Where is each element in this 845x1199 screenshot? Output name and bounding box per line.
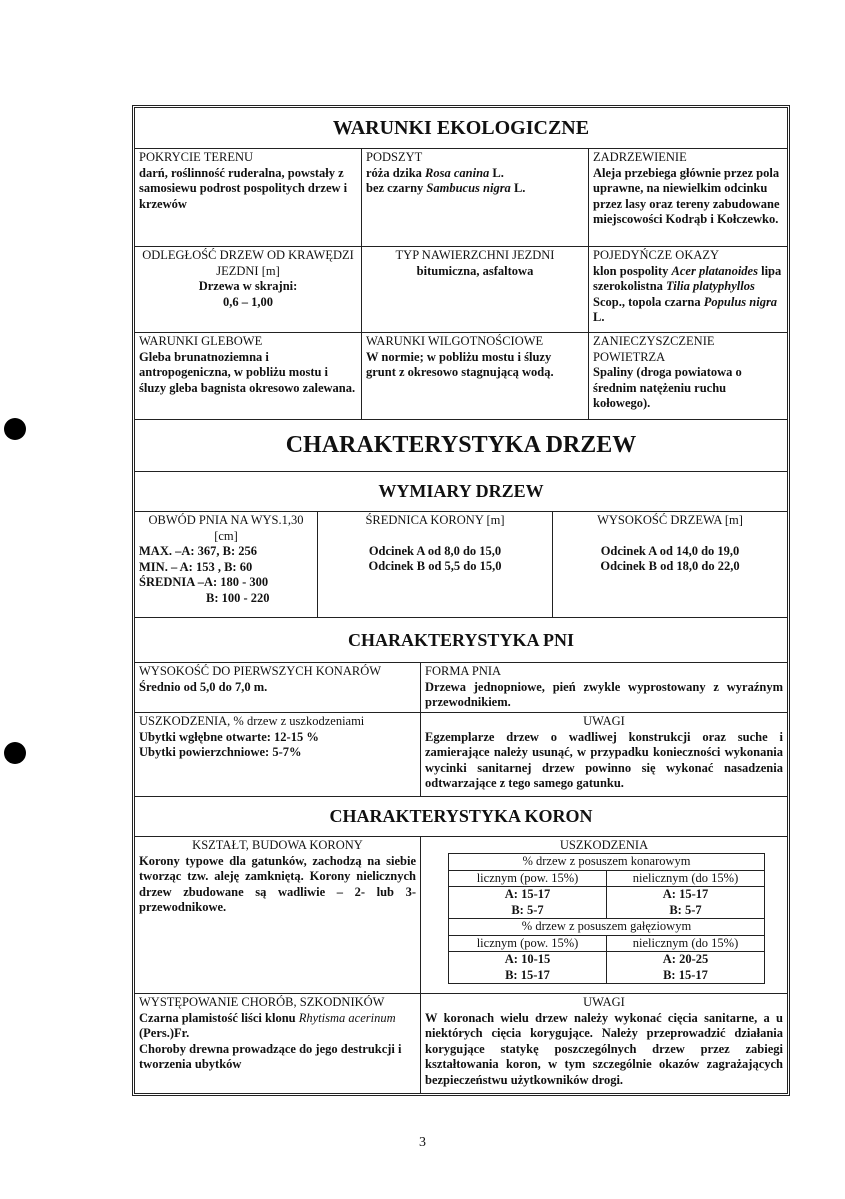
posusz-table xyxy=(448,853,765,984)
pni-uwagi-label: UWAGI xyxy=(583,714,625,728)
koron-uszkodzenia-label: USZKODZENIA xyxy=(559,838,649,852)
konar-licz-b: B: 5-7 xyxy=(511,902,544,917)
nawierzchnia-label: TYP NAWIERZCHNI JEZDNI xyxy=(395,248,555,262)
podszyt-line-2: bez czarny Sambucus nigra L. xyxy=(366,181,526,195)
powietrze-label: ZANIECZYSZCZENIE POWIETRZA xyxy=(593,334,715,364)
pni-uszkodzenia-1: Ubytki wgłębne otwarte: 12-15 % xyxy=(139,729,319,744)
pni-title-text: CHARAKTERYSTYKA PNI xyxy=(348,629,574,650)
page-number: 3 xyxy=(419,1135,426,1150)
konary-label: WYSOKOŚĆ DO PIERWSZYCH KONARÓW xyxy=(139,664,382,678)
wysokosc-b: Odcinek B od 18,0 do 22,0 xyxy=(600,559,740,573)
obwod-max: MAX. –A: 367, B: 256 xyxy=(139,544,258,558)
obwod-label: OBWÓD PNIA NA WYS.1,30 [cm] xyxy=(148,513,304,543)
forma-label: FORMA PNIA xyxy=(425,664,502,678)
wilgotnosc-cell xyxy=(362,333,589,419)
pni-row-1 xyxy=(135,663,787,713)
konarowy-cols xyxy=(449,871,764,888)
pni-uszkodzenia-label: USZKODZENIA, % drzew z uszkodzeniami xyxy=(139,714,365,728)
pni-uwagi-text: Egzemplarze drzew o wadliwej konstrukcji oraz suche i zamierające należy usunąć, w przypadku konieczności wykonania wycinki sanitarnej drzew powinno się wykonać nasadzenia odtwarzające z tego samego gatunku. xyxy=(425,729,783,790)
koron-uwagi-text: W koronach wielu drzew należy wykonać cięcia sanitarne, a u niektórych cięcia korygujące. Należy przeprowadzić działania korygujące statykę poszczególnych drzew przez zabiegi kształtowania koron, w tym szczególnie okazów zagrażających bezpieczeństwu użytkowników drogi. xyxy=(425,1010,783,1087)
ksztalt-label: KSZTAŁT, BUDOWA KORONY xyxy=(192,838,363,852)
pni-uszkodzenia-cell xyxy=(135,713,421,796)
punch-hole-top xyxy=(4,418,26,440)
okazy-cell xyxy=(589,247,787,332)
gal-licz-b: B: 15-17 xyxy=(505,967,550,982)
koron-title-text: CHARAKTERYSTYKA KORON xyxy=(329,806,593,826)
powietrze-text: Spaliny (droga powiatowa o średnim natężeniu ruchu kołowego). xyxy=(593,365,742,410)
obwod-srednia: ŚREDNIA –A: 180 - 300 xyxy=(139,575,269,589)
pokrycie-text: darń, roślinność ruderalna, powstały z samosiewu podrost pospolitych drzew i krzewów xyxy=(139,165,348,211)
section-title-warunki xyxy=(135,108,787,149)
okazy-label: POJEDYŃCZE OKAZY xyxy=(593,248,720,262)
choroby-line-2: Choroby drewna prowadzące do jego destrukcji i tworzenia ubytków xyxy=(139,1041,402,1071)
odleglosc-sub: Drzewa w skrajni: xyxy=(198,279,298,293)
obwod-min: MIN. – A: 153 , B: 60 xyxy=(139,559,253,574)
powietrze-cell xyxy=(589,333,787,419)
wysokosc-label: WYSOKOŚĆ DRZEWA [m] xyxy=(597,513,743,527)
galeziowy-nielicznym: nielicznym (do 15%) xyxy=(632,935,739,950)
section-title-wymiary xyxy=(135,472,787,512)
korona-cell xyxy=(318,512,553,617)
pni-uwagi-cell xyxy=(421,713,787,796)
choroby-label: WYSTĘPOWANIE CHORÓB, SZKODNIKÓW xyxy=(139,995,385,1009)
koron-row-2 xyxy=(135,994,787,1093)
ksztalt-text: Korony typowe dla gatunków, zachodzą na siebie tworząc tzw. aleję zamkniętą. Korony nielicznych drzew zbudowane są wadliwie – 2- lub 3-przewodnikowe. xyxy=(139,853,416,914)
galeziowy-nielicznym-values xyxy=(607,952,764,983)
galeziowy-licznym-values xyxy=(449,952,607,983)
gal-nielicz-b: B: 15-17 xyxy=(663,967,708,982)
koron-uszkodzenia-cell xyxy=(421,837,787,993)
glebowe-cell xyxy=(135,333,362,419)
konar-nielicz-b: B: 5-7 xyxy=(669,902,702,917)
gal-licz-a: A: 10-15 xyxy=(504,952,551,966)
nawierzchnia-cell xyxy=(362,247,589,332)
pokrycie-label: POKRYCIE TERENU xyxy=(139,150,254,164)
wilgotnosc-label: WARUNKI WILGOTNOŚCIOWE xyxy=(366,334,544,348)
konary-cell xyxy=(135,663,421,712)
wysokosc-cell xyxy=(553,512,787,617)
konary-value: Średnio od 5,0 do 7,0 m. xyxy=(139,679,268,694)
koron-row-1 xyxy=(135,837,787,994)
eco-row-2 xyxy=(135,247,787,333)
wilgotnosc-text: W normie; w pobliżu mostu i śluzy grunt z okresowo stagnującą wodą. xyxy=(366,349,554,379)
section-title-charakterystyka-drzew xyxy=(135,420,787,472)
korona-b: Odcinek B od 5,5 do 15,0 xyxy=(368,559,502,573)
punch-hole-bottom xyxy=(4,742,26,764)
wymiary-title-text: WYMIARY DRZEW xyxy=(378,481,544,501)
glebowe-text: Gleba brunatnoziemna i antropogeniczna, w pobliżu mostu i śluzy gleba bagnista okresowo zalewana. xyxy=(139,349,356,395)
glebowe-label: WARUNKI GLEBOWE xyxy=(139,334,263,348)
galeziowy-licznym: licznym (pow. 15%) xyxy=(449,936,607,952)
form-table xyxy=(135,108,787,1093)
koron-uwagi-cell xyxy=(421,994,787,1093)
odleglosc-value: 0,6 – 1,00 xyxy=(223,294,273,309)
choroby-line-1: Czarna plamistość liści klonu Rhytisma acerinum (Pers.)Fr. xyxy=(139,1010,396,1040)
warunki-title-text: WARUNKI EKOLOGICZNE xyxy=(332,116,590,139)
obwod-srednia-b: B: 100 - 220 xyxy=(206,590,270,605)
konar-licz-a: A: 15-17 xyxy=(504,887,551,901)
galeziowy-values xyxy=(449,952,764,983)
pokrycie-cell xyxy=(135,149,362,246)
section-title-koron xyxy=(135,797,787,837)
zadrzewienie-text: Aleja przebiega głównie przez pola uprawne, na niewielkim odcinku przez lasy oraz tereny zabudowane miejscowości Kodrąb i Kołczewko. xyxy=(593,165,780,226)
wymiary-row xyxy=(135,512,787,618)
section-title-pni xyxy=(135,618,787,663)
pni-uszkodzenia-2: Ubytki powierzchniowe: 5-7% xyxy=(139,745,302,759)
ksztalt-cell xyxy=(135,837,421,993)
konar-nielicz-a: A: 15-17 xyxy=(662,887,709,901)
eco-row-1 xyxy=(135,149,787,247)
korona-a: Odcinek A od 8,0 do 15,0 xyxy=(368,543,502,558)
konarowy-values xyxy=(449,887,764,919)
gal-nielicz-a: A: 20-25 xyxy=(662,952,709,966)
odleglosc-label: ODLEGŁOŚĆ DRZEW OD KRAWĘDZI JEZDNI [m] xyxy=(142,248,354,278)
forma-value: Drzewa jednopniowe, pień zwykle wyprostowany z wyraźnym przewodnikiem. xyxy=(425,679,783,709)
zadrzewienie-label: ZADRZEWIENIE xyxy=(593,150,687,164)
podszyt-line-1: róża dzika Rosa canina L. xyxy=(366,165,504,180)
pni-row-2 xyxy=(135,713,787,797)
konarowy-licznym: licznym (pow. 15%) xyxy=(449,871,607,887)
konarowy-header xyxy=(449,854,764,871)
choroby-cell xyxy=(135,994,421,1093)
konarowy-licznym-values xyxy=(449,887,607,918)
podszyt-label: PODSZYT xyxy=(366,150,423,164)
okazy-text: klon pospolity Acer platanoides lipa szerokolistna Tilia platyphyllos Scop., topola czarna Populus nigra L. xyxy=(593,263,782,324)
galeziowy-header xyxy=(449,919,764,936)
obwod-cell xyxy=(135,512,318,617)
konarowy-label: % drzew z posuszem konarowym xyxy=(522,854,691,868)
korona-label: ŚREDNICA KORONY [m] xyxy=(365,513,505,527)
charakterystyka-drzew-text: CHARAKTERYSTYKA DRZEW xyxy=(285,432,637,458)
odleglosc-cell xyxy=(135,247,362,332)
galeziowy-label: % drzew z posuszem gałęziowym xyxy=(521,919,692,933)
wysokosc-a: Odcinek A od 14,0 do 19,0 xyxy=(600,543,740,558)
nawierzchnia-value: bitumiczna, asfaltowa xyxy=(416,263,534,278)
podszyt-cell xyxy=(362,149,589,246)
galeziowy-cols xyxy=(449,936,764,953)
konarowy-nielicznym-values xyxy=(607,887,764,918)
zadrzewienie-cell xyxy=(589,149,787,246)
forma-cell xyxy=(421,663,787,712)
eco-row-3 xyxy=(135,333,787,420)
document-frame xyxy=(132,105,790,1096)
konarowy-nielicznym: nielicznym (do 15%) xyxy=(632,870,739,885)
koron-uwagi-label: UWAGI xyxy=(583,995,625,1009)
